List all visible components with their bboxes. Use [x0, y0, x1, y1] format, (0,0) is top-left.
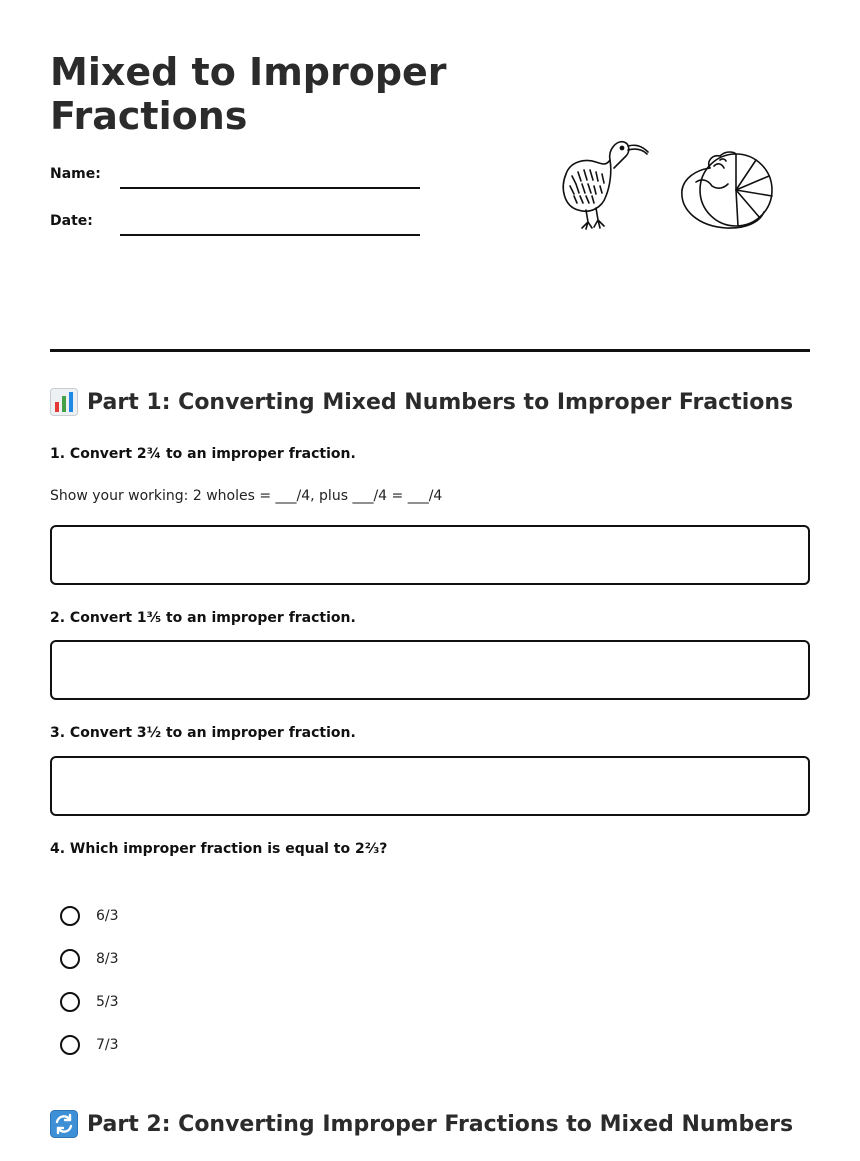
option-5-3[interactable]	[60, 990, 119, 1014]
part1-heading	[50, 388, 793, 416]
radio-button[interactable]	[60, 1035, 80, 1055]
section-divider	[50, 349, 810, 352]
radio-button[interactable]	[60, 992, 80, 1012]
option-8-3[interactable]	[60, 947, 119, 971]
answer-box-1[interactable]	[50, 525, 810, 585]
name-label: Name:	[50, 166, 101, 182]
cake-fractions-icon	[676, 140, 778, 234]
answer-box-3[interactable]	[50, 756, 810, 816]
radio-button[interactable]	[60, 949, 80, 969]
option-6-3[interactable]	[60, 904, 119, 928]
question-4: 4. Which improper fraction is equal to 2⅔?	[50, 841, 388, 857]
date-label: Date:	[50, 213, 93, 229]
option-7-3[interactable]	[60, 1033, 119, 1057]
answer-box-2[interactable]	[50, 640, 810, 700]
question-2: 2. Convert 1⅗ to an improper fraction.	[50, 610, 356, 626]
option-label: 6/3	[96, 908, 119, 924]
page-title: Mixed to Improper Fractions	[50, 50, 447, 138]
question-3: 3. Convert 3½ to an improper fraction.	[50, 725, 356, 741]
question-1-hint: Show your working: 2 wholes = ___/4, plus ___/4 = ___/4	[50, 488, 443, 504]
part2-heading-text: Part 2: Converting Improper Fractions to Mixed Numbers	[87, 1111, 794, 1137]
part2-heading	[50, 1110, 793, 1138]
radio-button[interactable]	[60, 906, 80, 926]
option-label: 8/3	[96, 951, 119, 967]
bar-chart-icon	[50, 388, 78, 416]
option-label: 7/3	[96, 1037, 119, 1053]
option-label: 5/3	[96, 994, 119, 1010]
question-1: 1. Convert 2¾ to an improper fraction.	[50, 446, 356, 462]
part1-heading-text: Part 1: Converting Mixed Numbers to Improper Fractions	[87, 389, 794, 415]
name-field[interactable]	[120, 187, 420, 189]
date-field[interactable]	[120, 234, 420, 236]
repeat-arrows-icon	[50, 1110, 78, 1138]
kiwi-bird-icon	[552, 130, 652, 234]
